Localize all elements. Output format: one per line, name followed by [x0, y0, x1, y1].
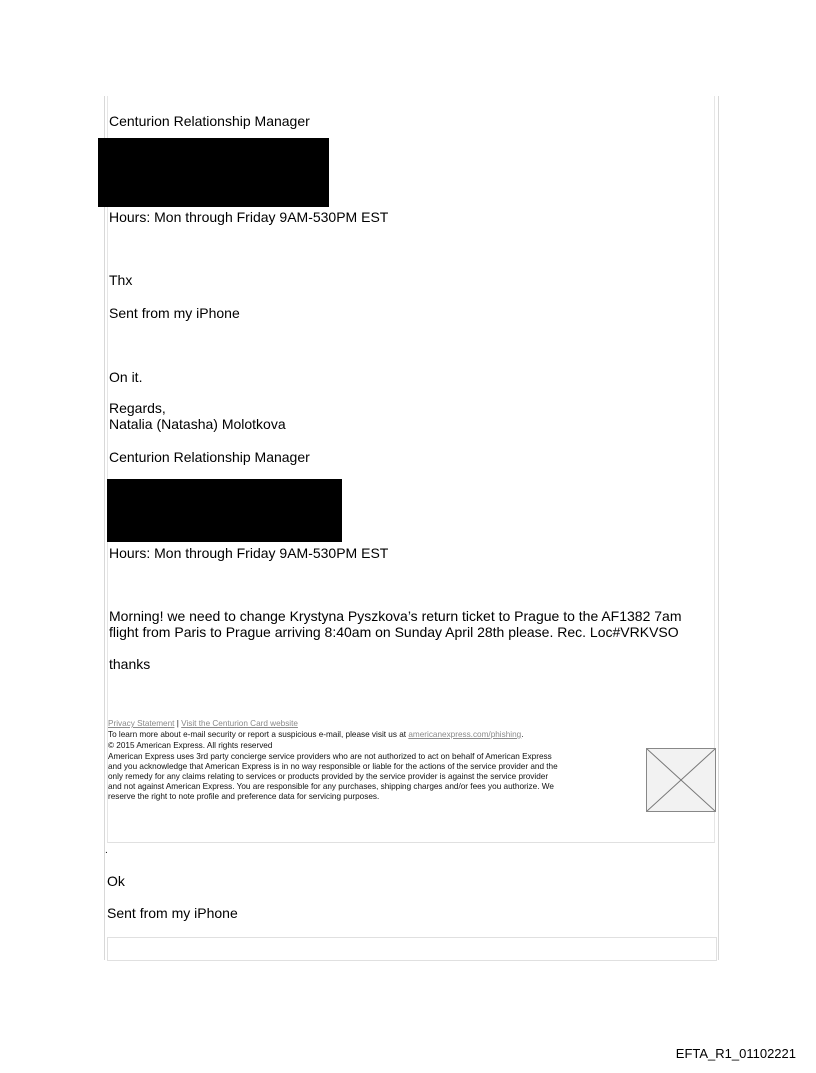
disclaimer-line: and not against American Express. You are responsible for any purchases, shipping charges and/or fees you authorize. We — [108, 782, 554, 791]
security-notice-period: . — [521, 730, 524, 739]
copyright: © 2015 American Express. All rights reserved — [108, 741, 273, 750]
security-notice-text: To learn more about e-mail security or report a suspicious e-mail, please visit us at — [108, 730, 407, 739]
document-id: EFTA_R1_01102221 — [675, 1046, 796, 1061]
separator-dot: . — [105, 845, 108, 856]
sender-name: Natalia (Natasha) Molotkova — [109, 416, 286, 432]
signature-hours: Hours: Mon through Friday 9AM-530PM EST — [109, 545, 389, 561]
message-body: On it. — [109, 369, 143, 385]
message-thanks: thanks — [109, 656, 151, 672]
regards-line: Regards, — [109, 400, 166, 416]
signature-title: Centurion Relationship Manager — [109, 449, 310, 465]
message-body: Ok — [107, 873, 125, 889]
image-placeholder-icon — [647, 749, 715, 811]
link-separator: | — [176, 719, 179, 728]
signature-title: Centurion Relationship Manager — [109, 113, 310, 129]
redaction-block — [98, 138, 329, 207]
message-body-line: flight from Paris to Prague arriving 8:40am on Sunday April 28th please. Rec. Loc#VRKVSO — [109, 624, 679, 640]
privacy-statement-link[interactable]: Privacy Statement — [108, 719, 175, 728]
message-body: Thx — [109, 272, 133, 288]
centurion-website-link[interactable]: Visit the Centurion Card website — [181, 719, 298, 728]
signature-hours: Hours: Mon through Friday 9AM-530PM EST — [109, 209, 389, 225]
disclaimer-line: American Express uses 3rd party concierge service providers who are not authorized to act on behalf of American Express — [108, 752, 552, 761]
disclaimer-line: only remedy for any claims relating to services or products provided by the service provider is against the service provider — [108, 772, 549, 781]
message-body-line: Morning! we need to change Krystyna Pyszkova’s return ticket to Prague to the AF1382 7am — [109, 608, 682, 624]
footer-links — [108, 719, 298, 729]
disclaimer-line: and you acknowledge that American Express is in no way responsible or liable for the actions of the service provider and the — [108, 762, 558, 771]
empty-footer-box — [107, 937, 717, 961]
security-notice — [108, 730, 523, 740]
phishing-link[interactable]: americanexpress.com/phishing — [408, 730, 522, 739]
sent-from-signature: Sent from my iPhone — [107, 905, 238, 921]
broken-image-icon — [646, 748, 716, 812]
sent-from-signature: Sent from my iPhone — [109, 305, 240, 321]
redaction-block — [107, 479, 342, 542]
disclaimer-line: reserve the right to note profile and preference data for servicing purposes. — [108, 792, 380, 801]
